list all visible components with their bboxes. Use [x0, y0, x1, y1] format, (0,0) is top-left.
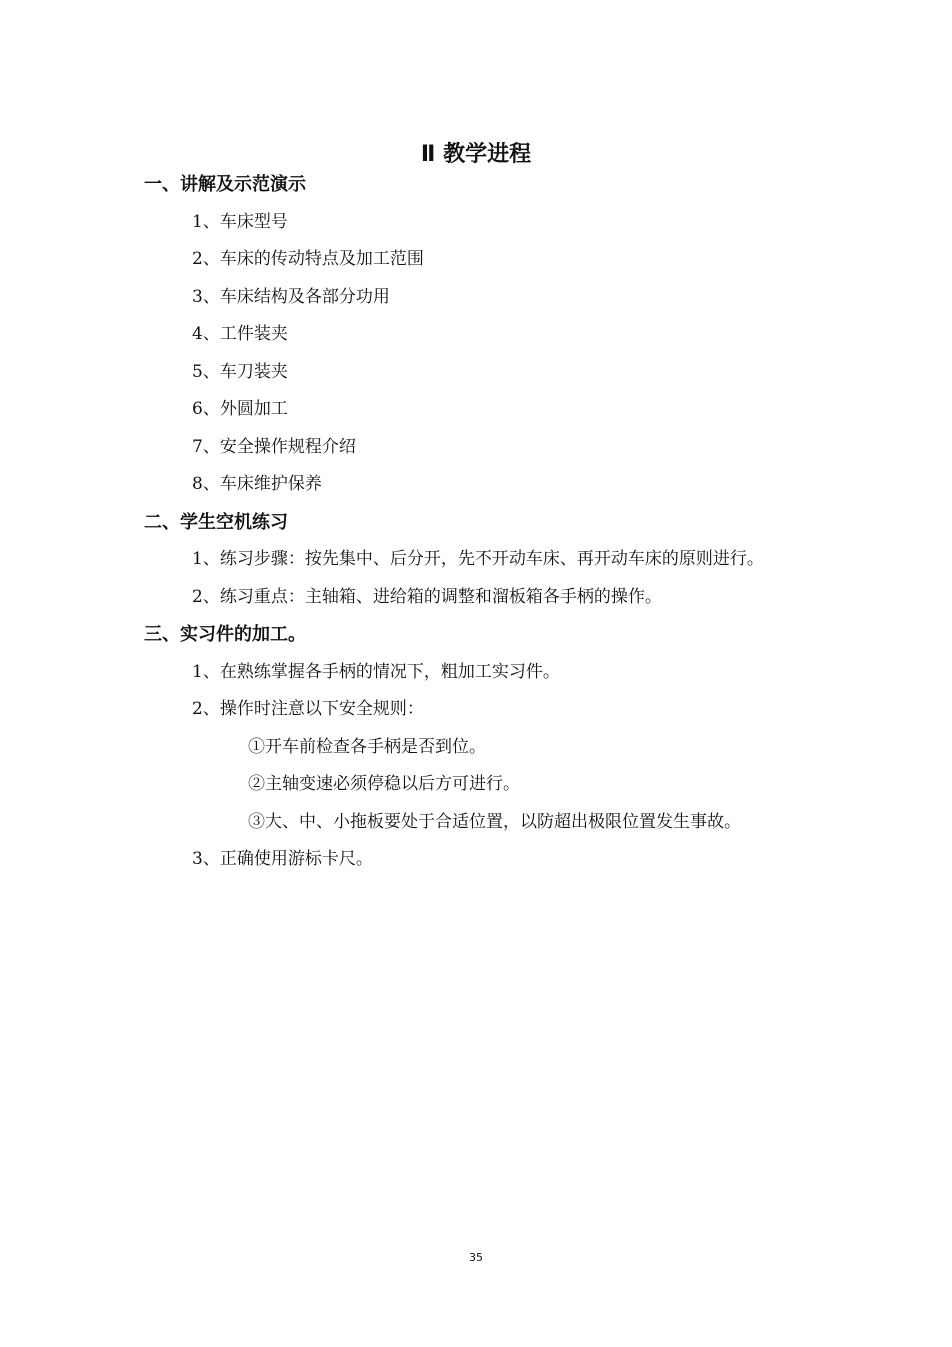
section-student-practice [144, 504, 844, 617]
teaching-process-content [144, 166, 844, 879]
page-number: 35 [469, 1251, 483, 1264]
list-item-workpiece-clamping: 4、工件装夹 [192, 324, 288, 344]
section-workpiece-machining [144, 616, 844, 879]
list-item-vernier-caliper: 3、正确使用游标卡尺。 [192, 849, 373, 869]
list-item-rough-machining: 1、在熟练掌握各手柄的情况下，粗加工实习件。 [192, 661, 560, 682]
list-item-safety-rules: 7、安全操作规程介绍 [192, 436, 356, 457]
sub-list-item-carriage-position: ③大、中、小拖板要处于合适位置，以防超出极限位置发生事故。 [248, 811, 741, 832]
list-item-practice-focus: 2、练习重点：主轴箱、进给箱的调整和溜板箱各手柄的操作。 [192, 586, 662, 607]
list-item-practice-steps: 1、练习步骤：按先集中、后分开，先不开动车床、再开动车床的原则进行。 [192, 549, 764, 569]
section-heading-workpiece-machining: 三、实习件的加工。 [144, 624, 306, 645]
list-item-operation-safety-rules: 2、操作时注意以下安全规则： [192, 699, 424, 719]
list-item-lathe-model: 1、车床型号 [192, 211, 288, 232]
list-item-tool-clamping: 5、车刀装夹 [192, 361, 288, 382]
section-explanation-demonstration [144, 166, 844, 504]
sub-list-item-check-handles: ①开车前检查各手柄是否到位。 [248, 736, 486, 757]
list-item-lathe-transmission-features: 2、车床的传动特点及加工范围 [192, 249, 424, 269]
section-heading-explanation-demonstration: 一、讲解及示范演示 [144, 174, 306, 195]
list-item-lathe-maintenance: 8、车床维护保养 [192, 474, 322, 494]
section-heading-student-practice: 二、学生空机练习 [144, 511, 288, 533]
list-item-outer-circle-machining: 6、外圆加工 [192, 399, 288, 419]
list-item-lathe-structure-functions: 3、车床结构及各部分功用 [192, 286, 390, 307]
page-title: Ⅱ 教学进程 [420, 141, 532, 167]
sub-list-item-spindle-speed-change: ②主轴变速必须停稳以后方可进行。 [248, 774, 520, 794]
